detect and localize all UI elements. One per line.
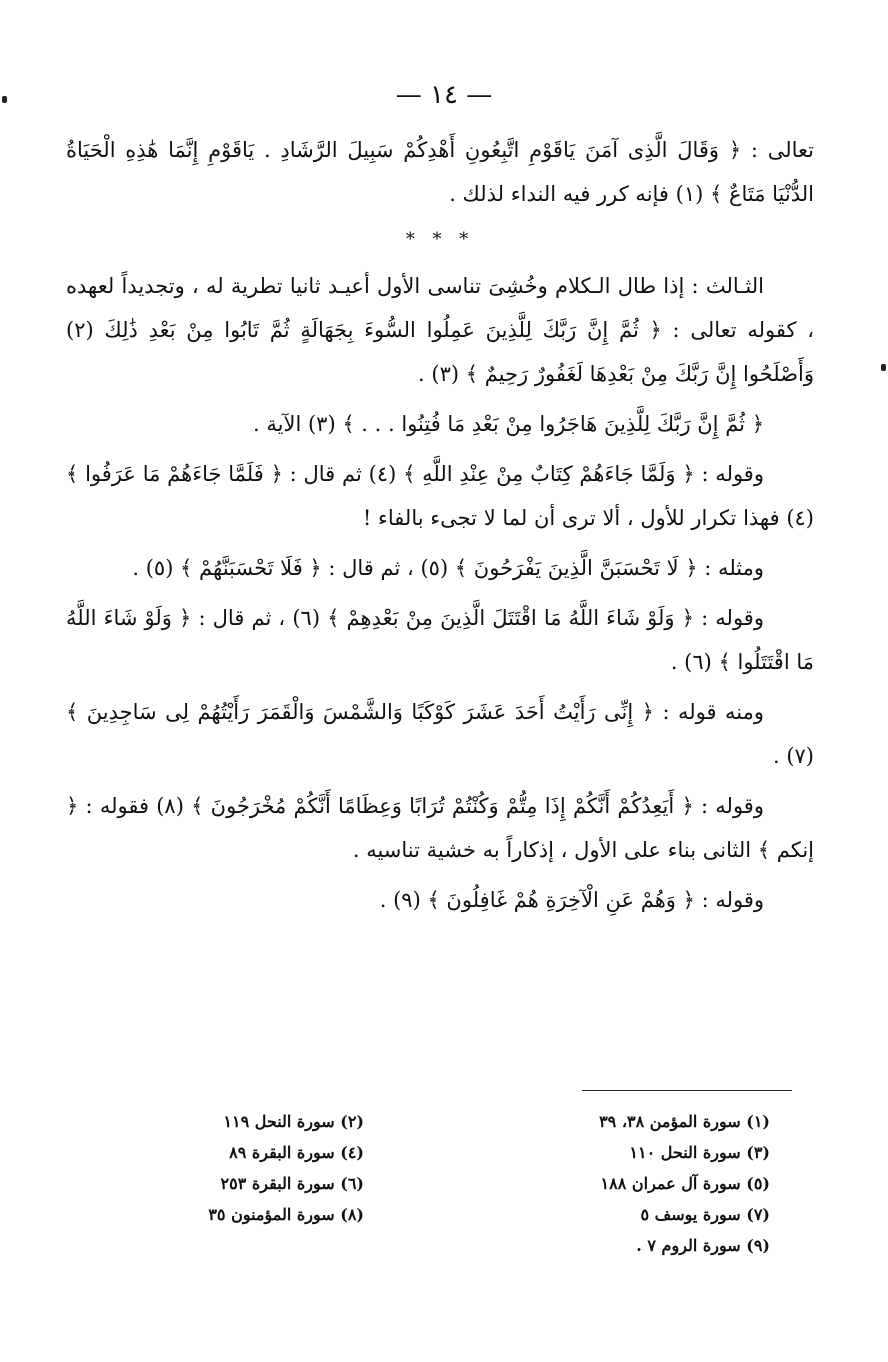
paragraph: وقوله : ﴿ وَلَمَّا جَاءَهُمْ كِتَابٌ مِنْ عِنْدِ اللَّهِ ﴾ (٤) ثم قال : ﴿ فَلَمَّا جَاءَهُمْ مَا عَرَفُوا ﴾ (٤) فهذا تكرار للأول ، ألا ترى أن لما لا تجىء بالفاء ! [66, 462, 814, 530]
footnote-item: (٢) سورة النحل ١١٩ [223, 1112, 364, 1131]
main-text [66, 128, 814, 928]
paragraph: ومثله : ﴿ لَا تَحْسَبَنَّ الَّذِينَ يَفْرَحُونَ ﴾ (٥) ، ثم قال : ﴿ فَلَا تَحْسَبَنَّهُمْ ﴾ (٥) . [132, 556, 764, 580]
footnote-item: (٣) سورة النحل ١١٠ [629, 1143, 770, 1162]
paragraph: الثـالث : إذا طال الـكلام وخُشِىَ تناسى الأول أعيـد ثانيا تطرية له ، وتجديداً لعهده ، كقوله تعالى : ﴿ ثُمَّ إِنَّ رَبَّكَ لِلَّذِينَ عَمِلُوا السُّوءَ بِجَهَالَةٍ ثُمَّ تَابُوا مِنْ بَعْدِ ذَٰلِكَ (٢) وَأَصْلَحُوا إِنَّ رَبَّكَ مِنْ بَعْدِهَا لَغَفُورٌ رَحِيمٌ ﴾ (٣) . [66, 274, 814, 386]
page-number: — ١٤ — [395, 80, 493, 110]
footnote-item: (٨) سورة المؤمنون ٣٥ [208, 1205, 364, 1224]
section-separator: * * * [405, 229, 475, 250]
footnote-item: (٧) سورة يوسف ٥ [640, 1205, 770, 1224]
scan-edge-mark [881, 364, 886, 371]
footnote-item: (٩) سورة الروم ٧ . [636, 1236, 770, 1255]
paragraph: ومنه قوله : ﴿ إِنِّى رَأَيْتُ أَحَدَ عَشَرَ كَوْكَبًا وَالشَّمْسَ وَالْقَمَرَ رَأَيْتُهُمْ لِى سَاجِدِينَ ﴾ (٧) . [66, 700, 814, 768]
paragraph: وقوله : ﴿ أَيَعِدُكُمْ أَنَّكُمْ إِذَا مِتُّمْ وَكُنْتُمْ تُرَابًا وَعِظَامًا أَنَّكُمْ مُخْرَجُونَ ﴾ (٨) فقوله : ﴿ إنكم ﴾ الثانى بناء على الأول ، إذكاراً به خشية تناسيه . [66, 794, 814, 862]
footnote-item: (٥) سورة آل عمران ١٨٨ [600, 1174, 770, 1193]
footnotes-left-column [208, 1106, 364, 1230]
paragraph: تعالى : ﴿ وَقَالَ الَّذِى آمَنَ يَاقَوْمِ اتَّبِعُونِ أَهْدِكُمْ سَبِيلَ الرَّشَادِ . يَاقَوْمِ إِنَّمَا هَٰذِهِ الْحَيَاةُ الدُّنْيَا مَتَاعٌ ﴾ (١) فإنه كرر فيه النداء لذلك . [66, 138, 814, 206]
footnotes-right-column [599, 1106, 770, 1261]
paragraph: ﴿ ثُمَّ إِنَّ رَبَّكَ لِلَّذِينَ هَاجَرُوا مِنْ بَعْدِ مَا فُتِنُوا . . . ﴾ (٣) الآية . [253, 412, 764, 436]
footnote-divider [582, 1090, 792, 1091]
footnote-item: (٤) سورة البقرة ٨٩ [229, 1143, 364, 1162]
footnote-item: (٦) سورة البقرة ٢٥٣ [220, 1174, 364, 1193]
footnote-item: (١) سورة المؤمن ٣٨، ٣٩ [599, 1112, 770, 1131]
paragraph: وقوله : ﴿ وَهُمْ عَنِ الْآخِرَةِ هُمْ غَافِلُونَ ﴾ (٩) . [379, 888, 764, 912]
paragraph: وقوله : ﴿ وَلَوْ شَاءَ اللَّهُ مَا اقْتَتَلَ الَّذِينَ مِنْ بَعْدِهِمْ ﴾ (٦) ، ثم قال : ﴿ وَلَوْ شَاءَ اللَّهُ مَا اقْتَتَلُوا ﴾ (٦) . [66, 606, 814, 674]
